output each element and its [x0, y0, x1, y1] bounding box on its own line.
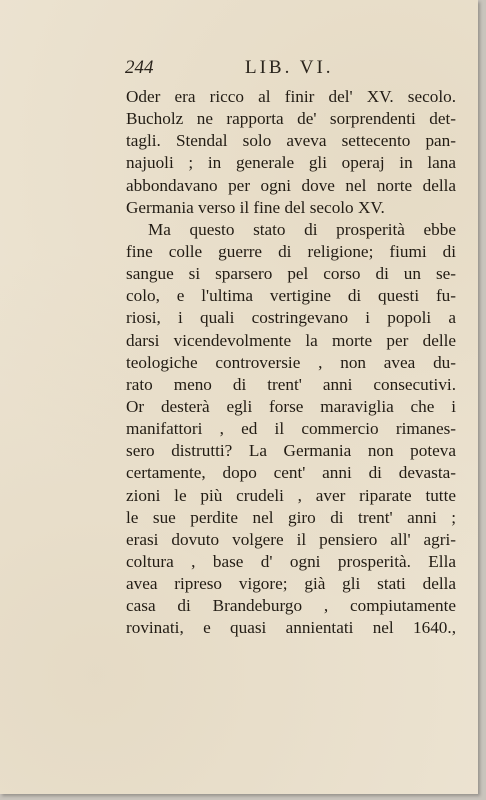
text-line: coltura , base d' ogni prosperità. Ella: [126, 551, 456, 571]
text-line: fine colle guerre di religione; fiumi di: [126, 241, 456, 261]
text-line: Germania verso il fine del secolo XV.: [126, 197, 385, 217]
text-line: le sue perdite nel giro di trent' anni ;: [126, 507, 456, 527]
text-line: tagli. Stendal solo aveva settecento pan-: [126, 131, 456, 151]
text-line: teologiche controversie , non avea du-: [126, 352, 456, 372]
text-line: zioni le più crudeli , aver riparate tutte: [126, 485, 456, 505]
text-line: rovinati, e quasi annientati nel 1640.,: [126, 618, 456, 638]
text-line: erasi dovuto volgere il pensiero all' agri-: [126, 529, 456, 549]
text-line: Bucholz ne rapporta de' sorprendenti det-: [126, 109, 456, 129]
text-line: darsi vicendevolmente la morte per delle: [126, 330, 456, 350]
text-line: Or desterà egli forse maraviglia che i: [126, 396, 456, 416]
text-line: colo, e l'ultima vertigine di questi fu-: [126, 286, 456, 306]
page-header: [125, 57, 455, 81]
text-line: najuoli ; in generale gli operaj in lana: [126, 153, 456, 173]
text-line: rato meno di trent' anni consecutivi.: [126, 374, 456, 394]
text-line: riosi, i quali costringevano i popoli a: [126, 308, 456, 328]
text-line: avea ripreso vigore; già gli stati della: [126, 574, 456, 594]
body-text: [126, 86, 456, 640]
text-line: Ma questo stato di prosperità ebbe: [148, 219, 456, 239]
text-line: casa di Brandeburgo , compiutamente: [126, 596, 456, 616]
page-number: 244: [125, 57, 154, 78]
text-line: certamente, dopo cent' anni di devasta-: [126, 463, 456, 483]
text-line: manifattori , ed il commercio rimanes-: [126, 419, 456, 439]
text-line: sangue si sparsero pel corso di un se-: [126, 264, 456, 284]
text-line: Oder era ricco al finir del' XV. secolo.: [126, 87, 456, 106]
text-line: sero distrutti? La Germania non poteva: [126, 441, 456, 461]
running-head: LIB. VI.: [245, 57, 334, 78]
text-line: abbondavano per ogni dove nel norte della: [126, 175, 456, 195]
